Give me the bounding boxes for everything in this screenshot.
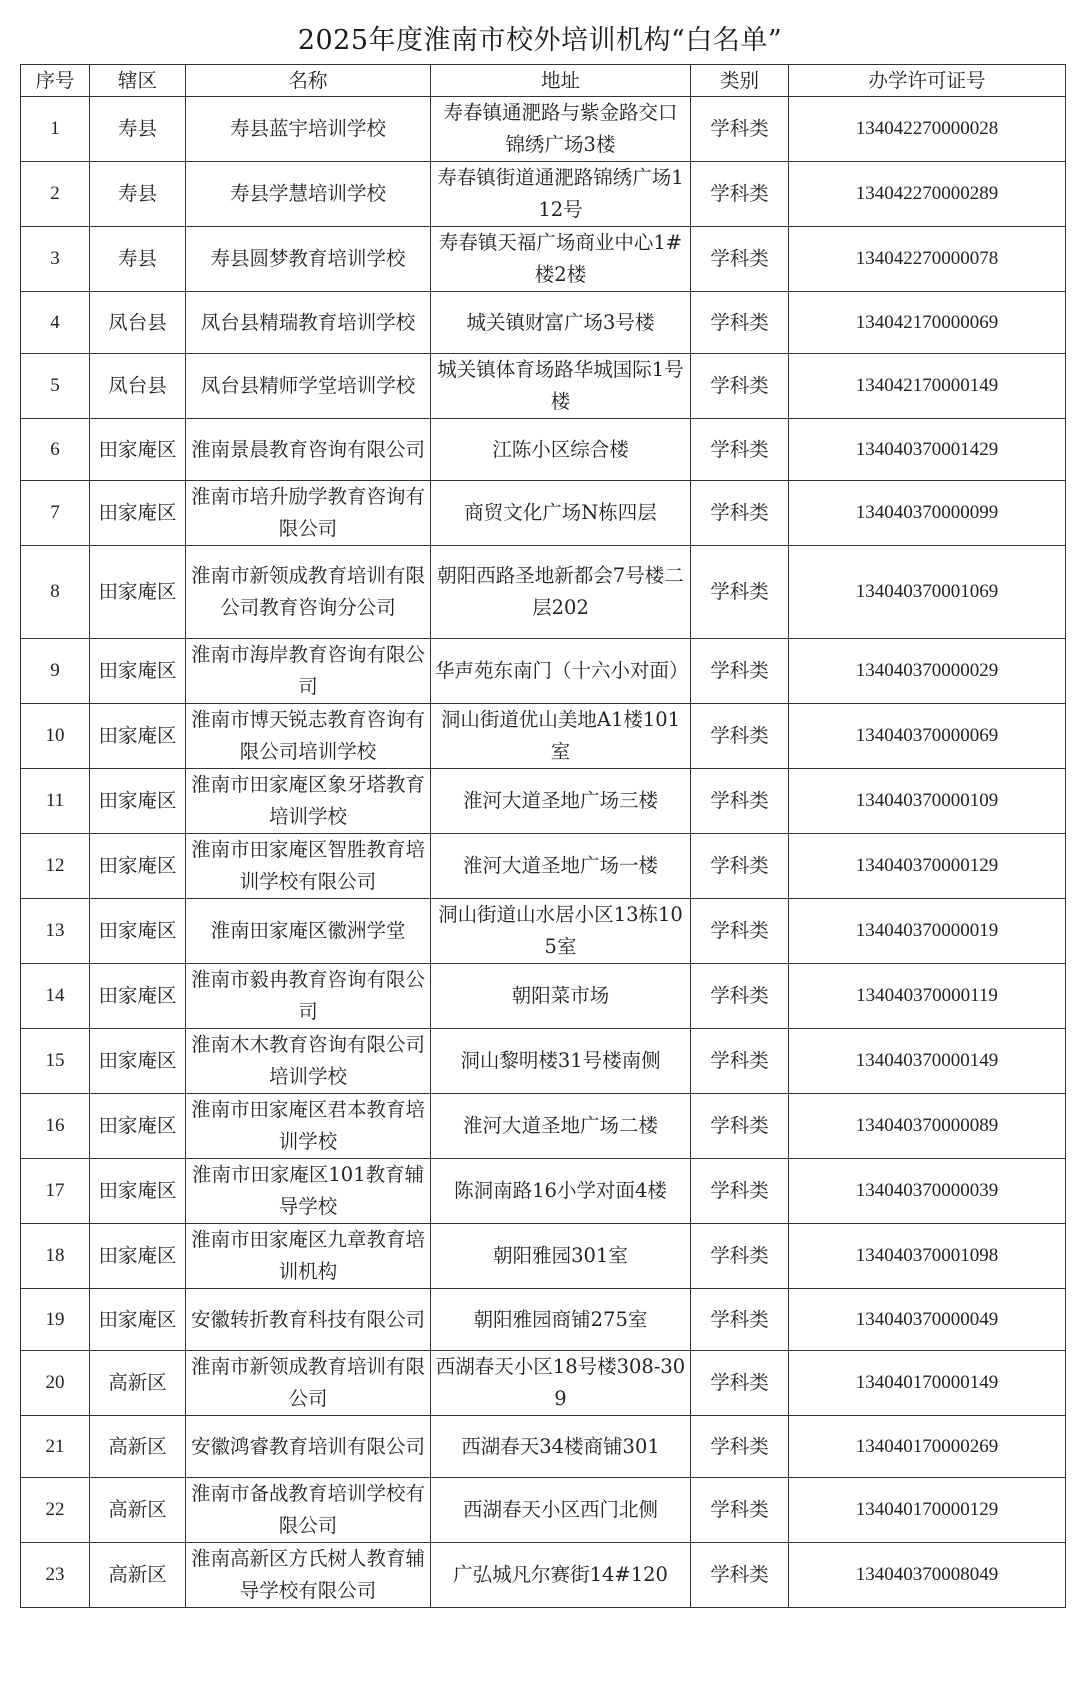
cell-category: 学科类 (691, 1416, 789, 1478)
cell-district: 田家庵区 (90, 1094, 186, 1159)
cell-license: 134040370000049 (789, 1289, 1066, 1351)
cell-license: 134040370000149 (789, 1029, 1066, 1094)
cell-index: 11 (21, 769, 90, 834)
table-row (21, 899, 1066, 964)
cell-address: 西湖春天34楼商铺301 (431, 1416, 691, 1478)
cell-district: 高新区 (90, 1351, 186, 1416)
cell-district: 田家庵区 (90, 834, 186, 899)
cell-district: 田家庵区 (90, 546, 186, 639)
cell-address: 洞山街道山水居小区13栋105室 (431, 899, 691, 964)
cell-address: 江陈小区综合楼 (431, 419, 691, 481)
table-row (21, 1478, 1066, 1543)
cell-license: 134042270000078 (789, 227, 1066, 292)
cell-index: 22 (21, 1478, 90, 1543)
cell-category: 学科类 (691, 481, 789, 546)
cell-district: 田家庵区 (90, 1159, 186, 1224)
table-row (21, 481, 1066, 546)
cell-name: 淮南市培升励学教育咨询有限公司 (186, 481, 431, 546)
cell-index: 10 (21, 704, 90, 769)
cell-name: 安徽鸿睿教育培训有限公司 (186, 1416, 431, 1478)
cell-index: 13 (21, 899, 90, 964)
cell-category: 学科类 (691, 1094, 789, 1159)
cell-license: 134040370001429 (789, 419, 1066, 481)
cell-address: 寿春镇街道通淝路锦绣广场112号 (431, 162, 691, 227)
table-row (21, 1029, 1066, 1094)
table-row (21, 1224, 1066, 1289)
cell-address: 广弘城凡尔赛街14#120 (431, 1543, 691, 1608)
cell-license: 134042270000289 (789, 162, 1066, 227)
cell-category: 学科类 (691, 704, 789, 769)
cell-index: 16 (21, 1094, 90, 1159)
cell-index: 14 (21, 964, 90, 1029)
cell-address: 商贸文化广场N栋四层 (431, 481, 691, 546)
table-row (21, 227, 1066, 292)
table-row (21, 1416, 1066, 1478)
cell-name: 凤台县精瑞教育培训学校 (186, 292, 431, 354)
cell-license: 134040370008049 (789, 1543, 1066, 1608)
table-row (21, 1351, 1066, 1416)
cell-address: 朝阳雅园商铺275室 (431, 1289, 691, 1351)
table-row (21, 639, 1066, 704)
cell-district: 田家庵区 (90, 481, 186, 546)
cell-category: 学科类 (691, 1159, 789, 1224)
cell-address: 淮河大道圣地广场一楼 (431, 834, 691, 899)
cell-license: 134040370000099 (789, 481, 1066, 546)
cell-index: 23 (21, 1543, 90, 1608)
cell-address: 洞山街道优山美地A1楼101室 (431, 704, 691, 769)
cell-name: 凤台县精师学堂培训学校 (186, 354, 431, 419)
cell-license: 134040170000149 (789, 1351, 1066, 1416)
table-row (21, 419, 1066, 481)
cell-address: 寿春镇天福广场商业中心1#楼2楼 (431, 227, 691, 292)
cell-category: 学科类 (691, 546, 789, 639)
table-row (21, 292, 1066, 354)
cell-name: 淮南市新领成教育培训有限公司 (186, 1351, 431, 1416)
cell-address: 寿春镇通淝路与紫金路交口锦绣广场3楼 (431, 97, 691, 162)
cell-category: 学科类 (691, 162, 789, 227)
table-row (21, 546, 1066, 639)
cell-name: 淮南市海岸教育咨询有限公司 (186, 639, 431, 704)
table-row (21, 97, 1066, 162)
header-address: 地址 (431, 65, 691, 97)
cell-name: 淮南市田家庵区智胜教育培训学校有限公司 (186, 834, 431, 899)
cell-license: 134040370000029 (789, 639, 1066, 704)
cell-category: 学科类 (691, 1543, 789, 1608)
table-row (21, 964, 1066, 1029)
cell-district: 田家庵区 (90, 704, 186, 769)
cell-address: 西湖春天小区18号楼308-309 (431, 1351, 691, 1416)
cell-category: 学科类 (691, 639, 789, 704)
cell-address: 华声苑东南门（十六小对面） (431, 639, 691, 704)
cell-category: 学科类 (691, 1029, 789, 1094)
cell-name: 淮南市田家庵区象牙塔教育培训学校 (186, 769, 431, 834)
table-row (21, 1159, 1066, 1224)
table-row (21, 1094, 1066, 1159)
cell-category: 学科类 (691, 1224, 789, 1289)
cell-district: 田家庵区 (90, 419, 186, 481)
cell-name: 淮南市毅冉教育咨询有限公司 (186, 964, 431, 1029)
cell-district: 田家庵区 (90, 1224, 186, 1289)
cell-name: 淮南市博天锐志教育咨询有限公司培训学校 (186, 704, 431, 769)
cell-district: 高新区 (90, 1478, 186, 1543)
cell-index: 17 (21, 1159, 90, 1224)
cell-address: 洞山黎明楼31号楼南侧 (431, 1029, 691, 1094)
cell-name: 淮南市新领成教育培训有限公司教育咨询分公司 (186, 546, 431, 639)
cell-license: 134042170000069 (789, 292, 1066, 354)
cell-name: 淮南市备战教育培训学校有限公司 (186, 1478, 431, 1543)
cell-district: 田家庵区 (90, 769, 186, 834)
cell-license: 134040370001069 (789, 546, 1066, 639)
cell-address: 淮河大道圣地广场二楼 (431, 1094, 691, 1159)
header-name: 名称 (186, 65, 431, 97)
cell-district: 寿县 (90, 227, 186, 292)
cell-category: 学科类 (691, 964, 789, 1029)
cell-license: 134040370000069 (789, 704, 1066, 769)
header-category: 类别 (691, 65, 789, 97)
table-row (21, 704, 1066, 769)
cell-category: 学科类 (691, 419, 789, 481)
cell-district: 寿县 (90, 162, 186, 227)
cell-index: 3 (21, 227, 90, 292)
cell-category: 学科类 (691, 97, 789, 162)
cell-index: 6 (21, 419, 90, 481)
cell-index: 19 (21, 1289, 90, 1351)
cell-name: 淮南木木教育咨询有限公司培训学校 (186, 1029, 431, 1094)
cell-license: 134042270000028 (789, 97, 1066, 162)
cell-license: 134040370000039 (789, 1159, 1066, 1224)
cell-index: 18 (21, 1224, 90, 1289)
cell-category: 学科类 (691, 1289, 789, 1351)
cell-index: 12 (21, 834, 90, 899)
cell-index: 7 (21, 481, 90, 546)
cell-index: 1 (21, 97, 90, 162)
cell-license: 134042170000149 (789, 354, 1066, 419)
cell-name: 淮南田家庵区徽洲学堂 (186, 899, 431, 964)
cell-category: 学科类 (691, 1351, 789, 1416)
cell-address: 西湖春天小区西门北侧 (431, 1478, 691, 1543)
cell-index: 21 (21, 1416, 90, 1478)
cell-category: 学科类 (691, 899, 789, 964)
cell-district: 高新区 (90, 1416, 186, 1478)
cell-district: 凤台县 (90, 354, 186, 419)
cell-index: 5 (21, 354, 90, 419)
cell-name: 淮南高新区方氏树人教育辅导学校有限公司 (186, 1543, 431, 1608)
table-row (21, 162, 1066, 227)
table-row (21, 1543, 1066, 1608)
cell-index: 9 (21, 639, 90, 704)
cell-name: 寿县圆梦教育培训学校 (186, 227, 431, 292)
cell-address: 城关镇体育场路华城国际1号楼 (431, 354, 691, 419)
cell-address: 朝阳雅园301室 (431, 1224, 691, 1289)
cell-district: 凤台县 (90, 292, 186, 354)
cell-license: 134040170000269 (789, 1416, 1066, 1478)
cell-index: 8 (21, 546, 90, 639)
cell-name: 淮南市田家庵区101教育辅导学校 (186, 1159, 431, 1224)
table-row (21, 769, 1066, 834)
cell-address: 陈洞南路16小学对面4楼 (431, 1159, 691, 1224)
table-header-row (21, 65, 1066, 97)
whitelist-table (20, 64, 1066, 1608)
cell-district: 寿县 (90, 97, 186, 162)
cell-category: 学科类 (691, 834, 789, 899)
cell-license: 134040370000089 (789, 1094, 1066, 1159)
cell-category: 学科类 (691, 292, 789, 354)
cell-name: 淮南景晨教育咨询有限公司 (186, 419, 431, 481)
cell-district: 田家庵区 (90, 1029, 186, 1094)
cell-address: 朝阳菜市场 (431, 964, 691, 1029)
cell-index: 4 (21, 292, 90, 354)
cell-district: 田家庵区 (90, 639, 186, 704)
cell-district: 田家庵区 (90, 964, 186, 1029)
cell-license: 134040370001098 (789, 1224, 1066, 1289)
header-license: 办学许可证号 (789, 65, 1066, 97)
cell-district: 田家庵区 (90, 1289, 186, 1351)
table-row (21, 1289, 1066, 1351)
cell-category: 学科类 (691, 769, 789, 834)
cell-address: 城关镇财富广场3号楼 (431, 292, 691, 354)
table-row (21, 834, 1066, 899)
cell-license: 134040370000129 (789, 834, 1066, 899)
cell-index: 2 (21, 162, 90, 227)
cell-address: 淮河大道圣地广场三楼 (431, 769, 691, 834)
cell-name: 安徽转折教育科技有限公司 (186, 1289, 431, 1351)
header-district: 辖区 (90, 65, 186, 97)
cell-index: 20 (21, 1351, 90, 1416)
cell-license: 134040370000019 (789, 899, 1066, 964)
cell-name: 淮南市田家庵区九章教育培训机构 (186, 1224, 431, 1289)
cell-license: 134040370000109 (789, 769, 1066, 834)
cell-category: 学科类 (691, 227, 789, 292)
cell-category: 学科类 (691, 1478, 789, 1543)
cell-name: 寿县学慧培训学校 (186, 162, 431, 227)
cell-name: 寿县蓝宇培训学校 (186, 97, 431, 162)
cell-index: 15 (21, 1029, 90, 1094)
header-index: 序号 (21, 65, 90, 97)
cell-district: 高新区 (90, 1543, 186, 1608)
cell-name: 淮南市田家庵区君本教育培训学校 (186, 1094, 431, 1159)
cell-category: 学科类 (691, 354, 789, 419)
document-title: 2025年度淮南市校外培训机构“白名单” (297, 25, 783, 56)
cell-license: 134040370000119 (789, 964, 1066, 1029)
cell-license: 134040170000129 (789, 1478, 1066, 1543)
cell-district: 田家庵区 (90, 899, 186, 964)
table-body (21, 97, 1066, 1608)
table-row (21, 354, 1066, 419)
cell-address: 朝阳西路圣地新都会7号楼二层202 (431, 546, 691, 639)
